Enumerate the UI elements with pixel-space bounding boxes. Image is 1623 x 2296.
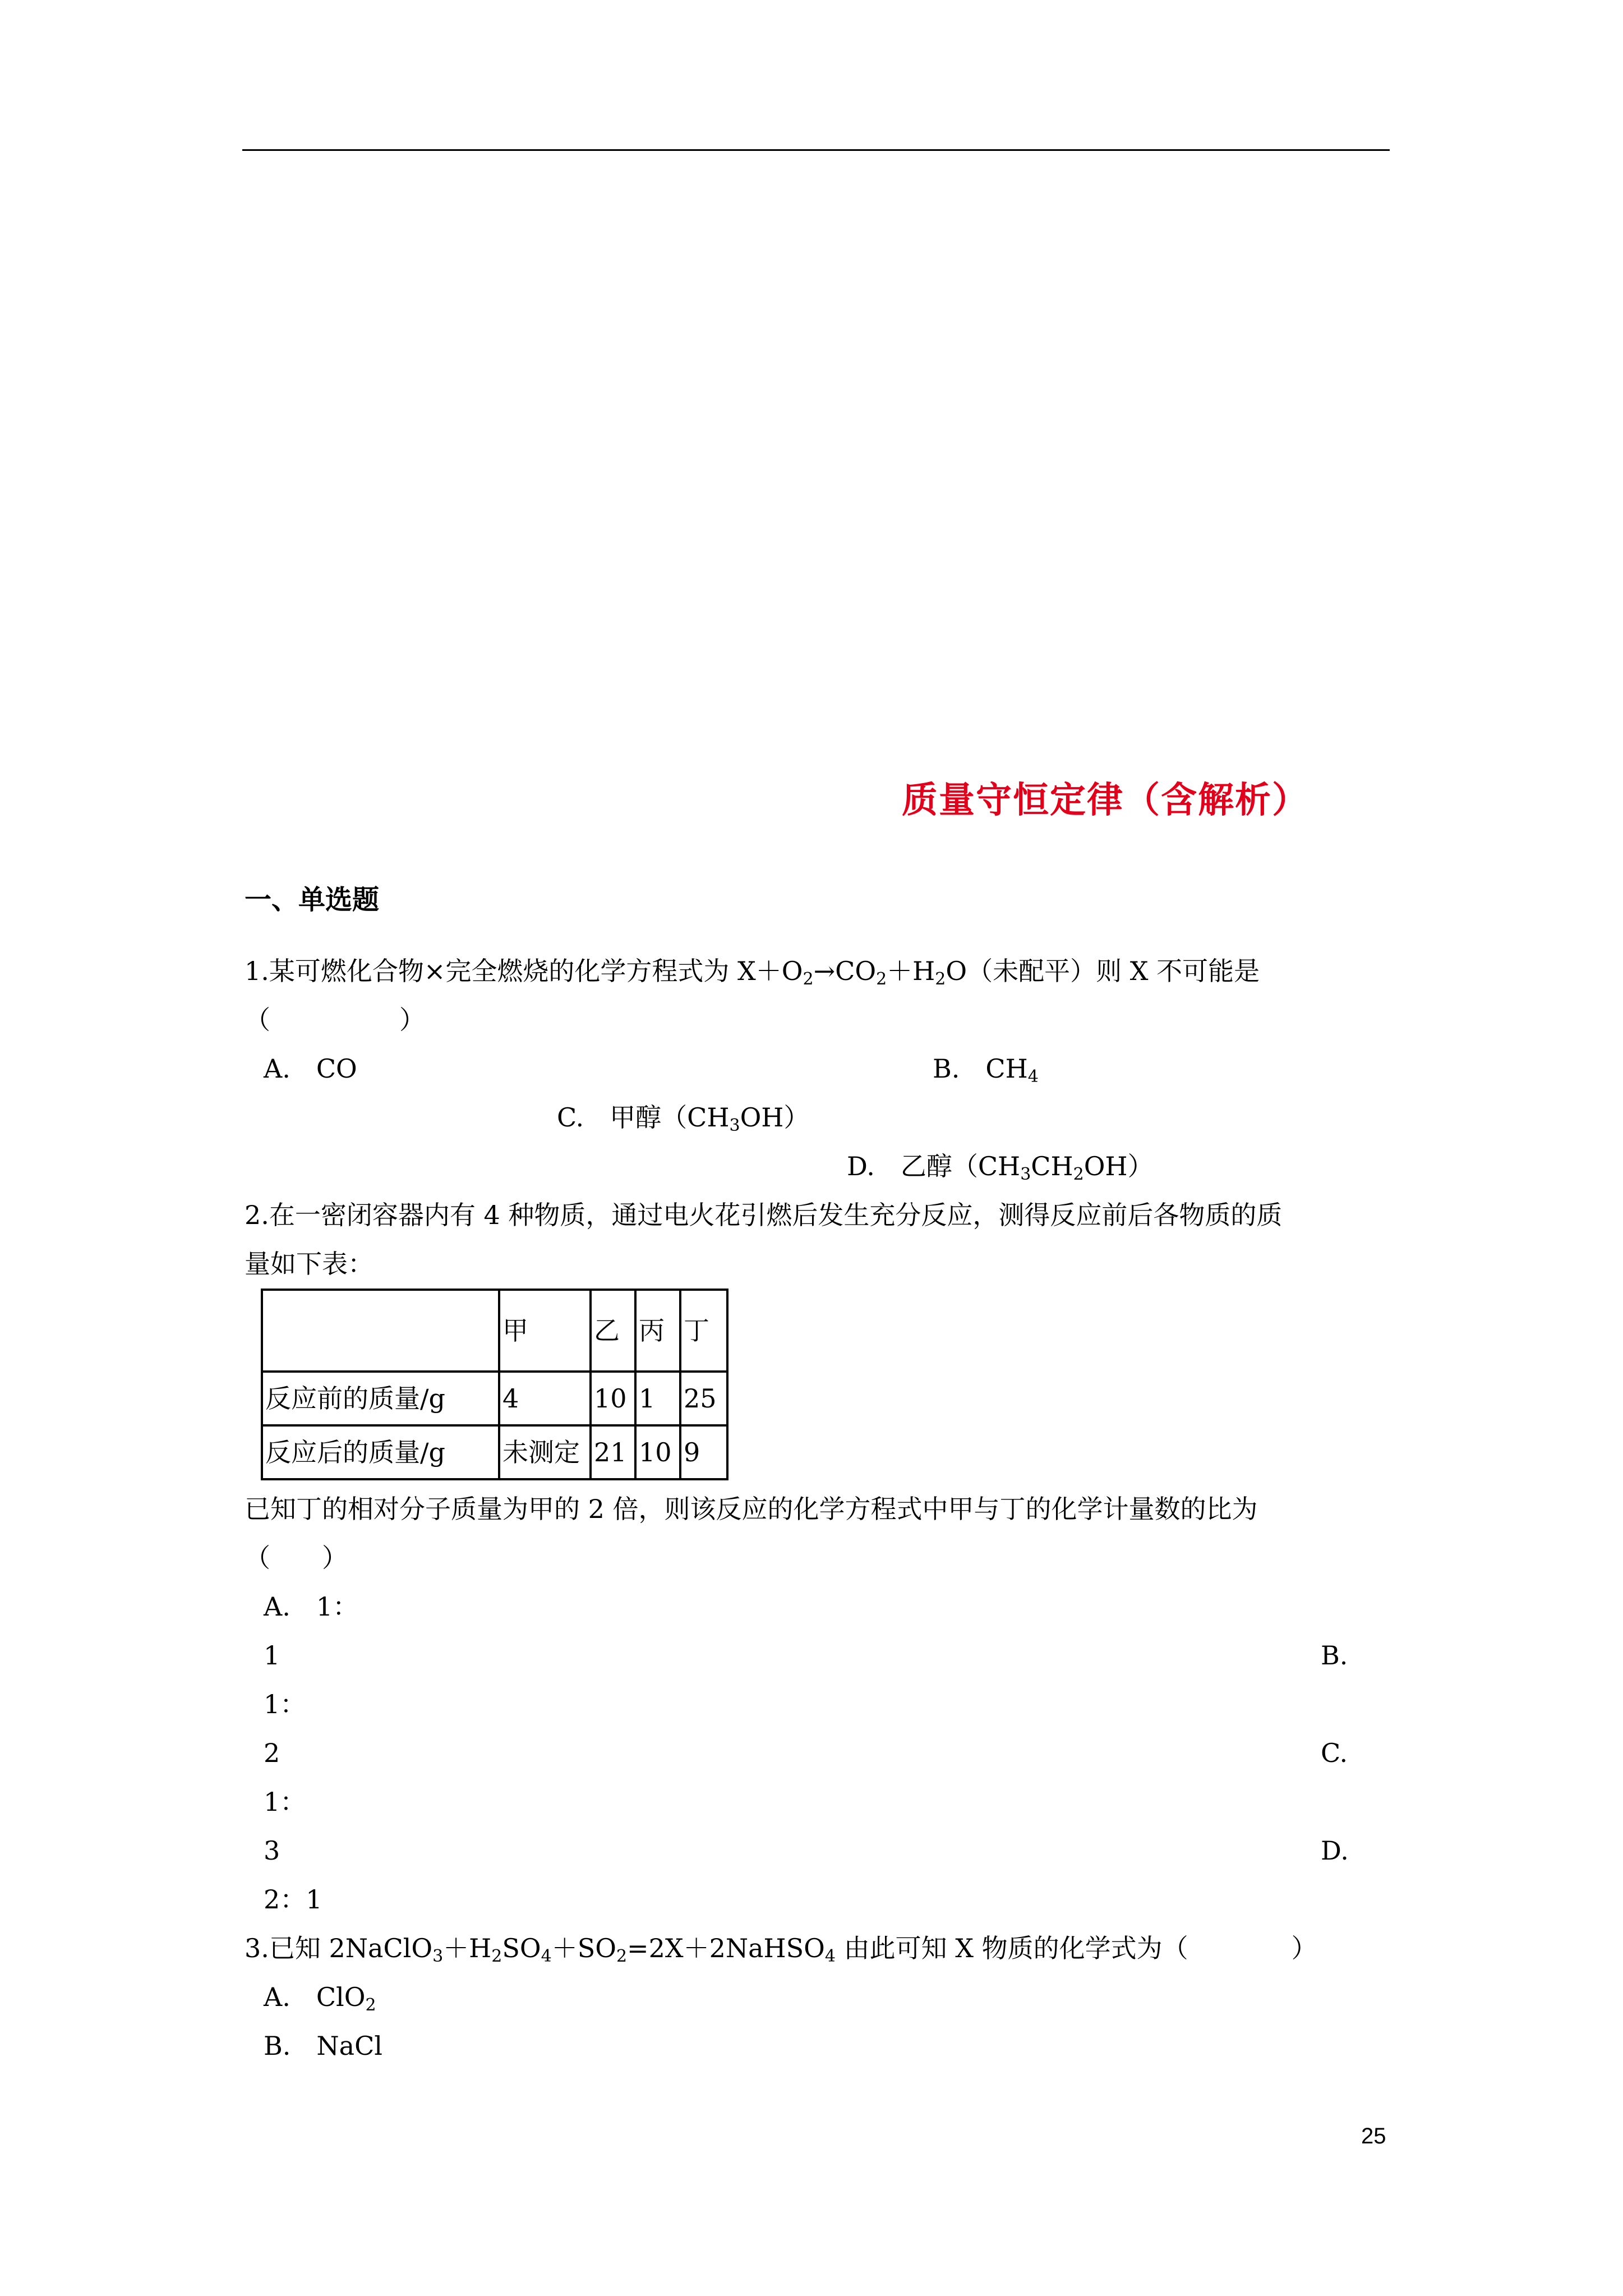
table-cell: 未测定 bbox=[499, 1425, 591, 1479]
question-3-option-b: B. NaCl bbox=[264, 2031, 383, 2061]
table-cell: 9 bbox=[680, 1425, 727, 1479]
table-cell: 21 bbox=[591, 1425, 635, 1479]
question-3-option-a: A. ClO$_2$ bbox=[264, 1982, 376, 2015]
table-cell: 10 bbox=[591, 1372, 635, 1425]
table-header-cell bbox=[262, 1290, 499, 1372]
table-header-cell: 甲 bbox=[499, 1290, 591, 1372]
question-2-option-b-value-2: 2 bbox=[264, 1738, 280, 1768]
table-cell: 10 bbox=[635, 1425, 680, 1479]
table-cell: 25 bbox=[680, 1372, 727, 1425]
table-header-cell: 丁 bbox=[680, 1290, 727, 1372]
question-1-answer-blank: （ ） bbox=[245, 1005, 425, 1035]
question-2-option-b-value: 1： bbox=[264, 1689, 306, 1719]
question-2-line-2: 量如下表： bbox=[245, 1249, 374, 1279]
table-cell: 1 bbox=[635, 1372, 680, 1425]
mass-table bbox=[261, 1289, 728, 1480]
question-2-line-1: 2.在一密闭容器内有 4 种物质，通过电火花引燃后发生充分反应，测得反应前后各物质的质 bbox=[245, 1200, 1283, 1230]
header-rule bbox=[242, 149, 1390, 151]
question-3-text: 3.已知 $2NaClO_3+H_2SO_4+SO_2=2X+2NaHSO_4$ 由此可知 X 物质的化学式为（ ） bbox=[245, 1933, 1317, 1966]
table-header-cell: 乙 bbox=[591, 1290, 635, 1372]
question-2-option-c-value: 1： bbox=[264, 1787, 306, 1817]
question-2-option-d-value: 2：1 bbox=[264, 1884, 322, 1915]
table-header-cell: 丙 bbox=[635, 1290, 680, 1372]
question-2-option-b: B. bbox=[1321, 1640, 1348, 1671]
question-2-option-a: A. 1： bbox=[264, 1591, 359, 1622]
table-cell: 反应前的质量/g bbox=[262, 1372, 499, 1425]
page-number: 25 bbox=[1361, 2124, 1386, 2148]
table-cell: 反应后的质量/g bbox=[262, 1425, 499, 1479]
question-2-option-a-value: 1 bbox=[264, 1640, 280, 1671]
question-2-answer-blank: （ ） bbox=[245, 1543, 348, 1573]
table-row bbox=[262, 1372, 727, 1425]
question-2-option-d: D. bbox=[1321, 1835, 1349, 1866]
question-2-option-c: C. bbox=[1321, 1738, 1348, 1768]
question-2-option-c-value-2: 3 bbox=[264, 1835, 280, 1866]
section-heading: 一、单选题 bbox=[245, 884, 380, 915]
table-cell: 4 bbox=[499, 1372, 591, 1425]
page-title: 质量守恒定律（含解析） bbox=[902, 779, 1309, 821]
table-row bbox=[262, 1425, 727, 1479]
question-1-text: 1.某可燃化合物×完全燃烧的化学方程式为 $X+O_2\to CO_2+H_2O$（未配平）则 X 不可能是 bbox=[245, 956, 1260, 989]
question-1-option-c: C. 甲醇$(CH_3OH)$ bbox=[557, 1102, 810, 1135]
question-1-option-a: A. CO bbox=[264, 1053, 357, 1084]
table-header-row bbox=[262, 1290, 727, 1372]
question-2-line-3: 已知丁的相对分子质量为甲的 2 倍，则该反应的化学方程式中甲与丁的化学计量数的比为 bbox=[245, 1494, 1258, 1524]
question-1-option-d: D. 乙醇$(CH_3CH_2OH)$ bbox=[847, 1151, 1154, 1184]
question-1-option-b: B. $CH_4$ bbox=[933, 1053, 1039, 1087]
